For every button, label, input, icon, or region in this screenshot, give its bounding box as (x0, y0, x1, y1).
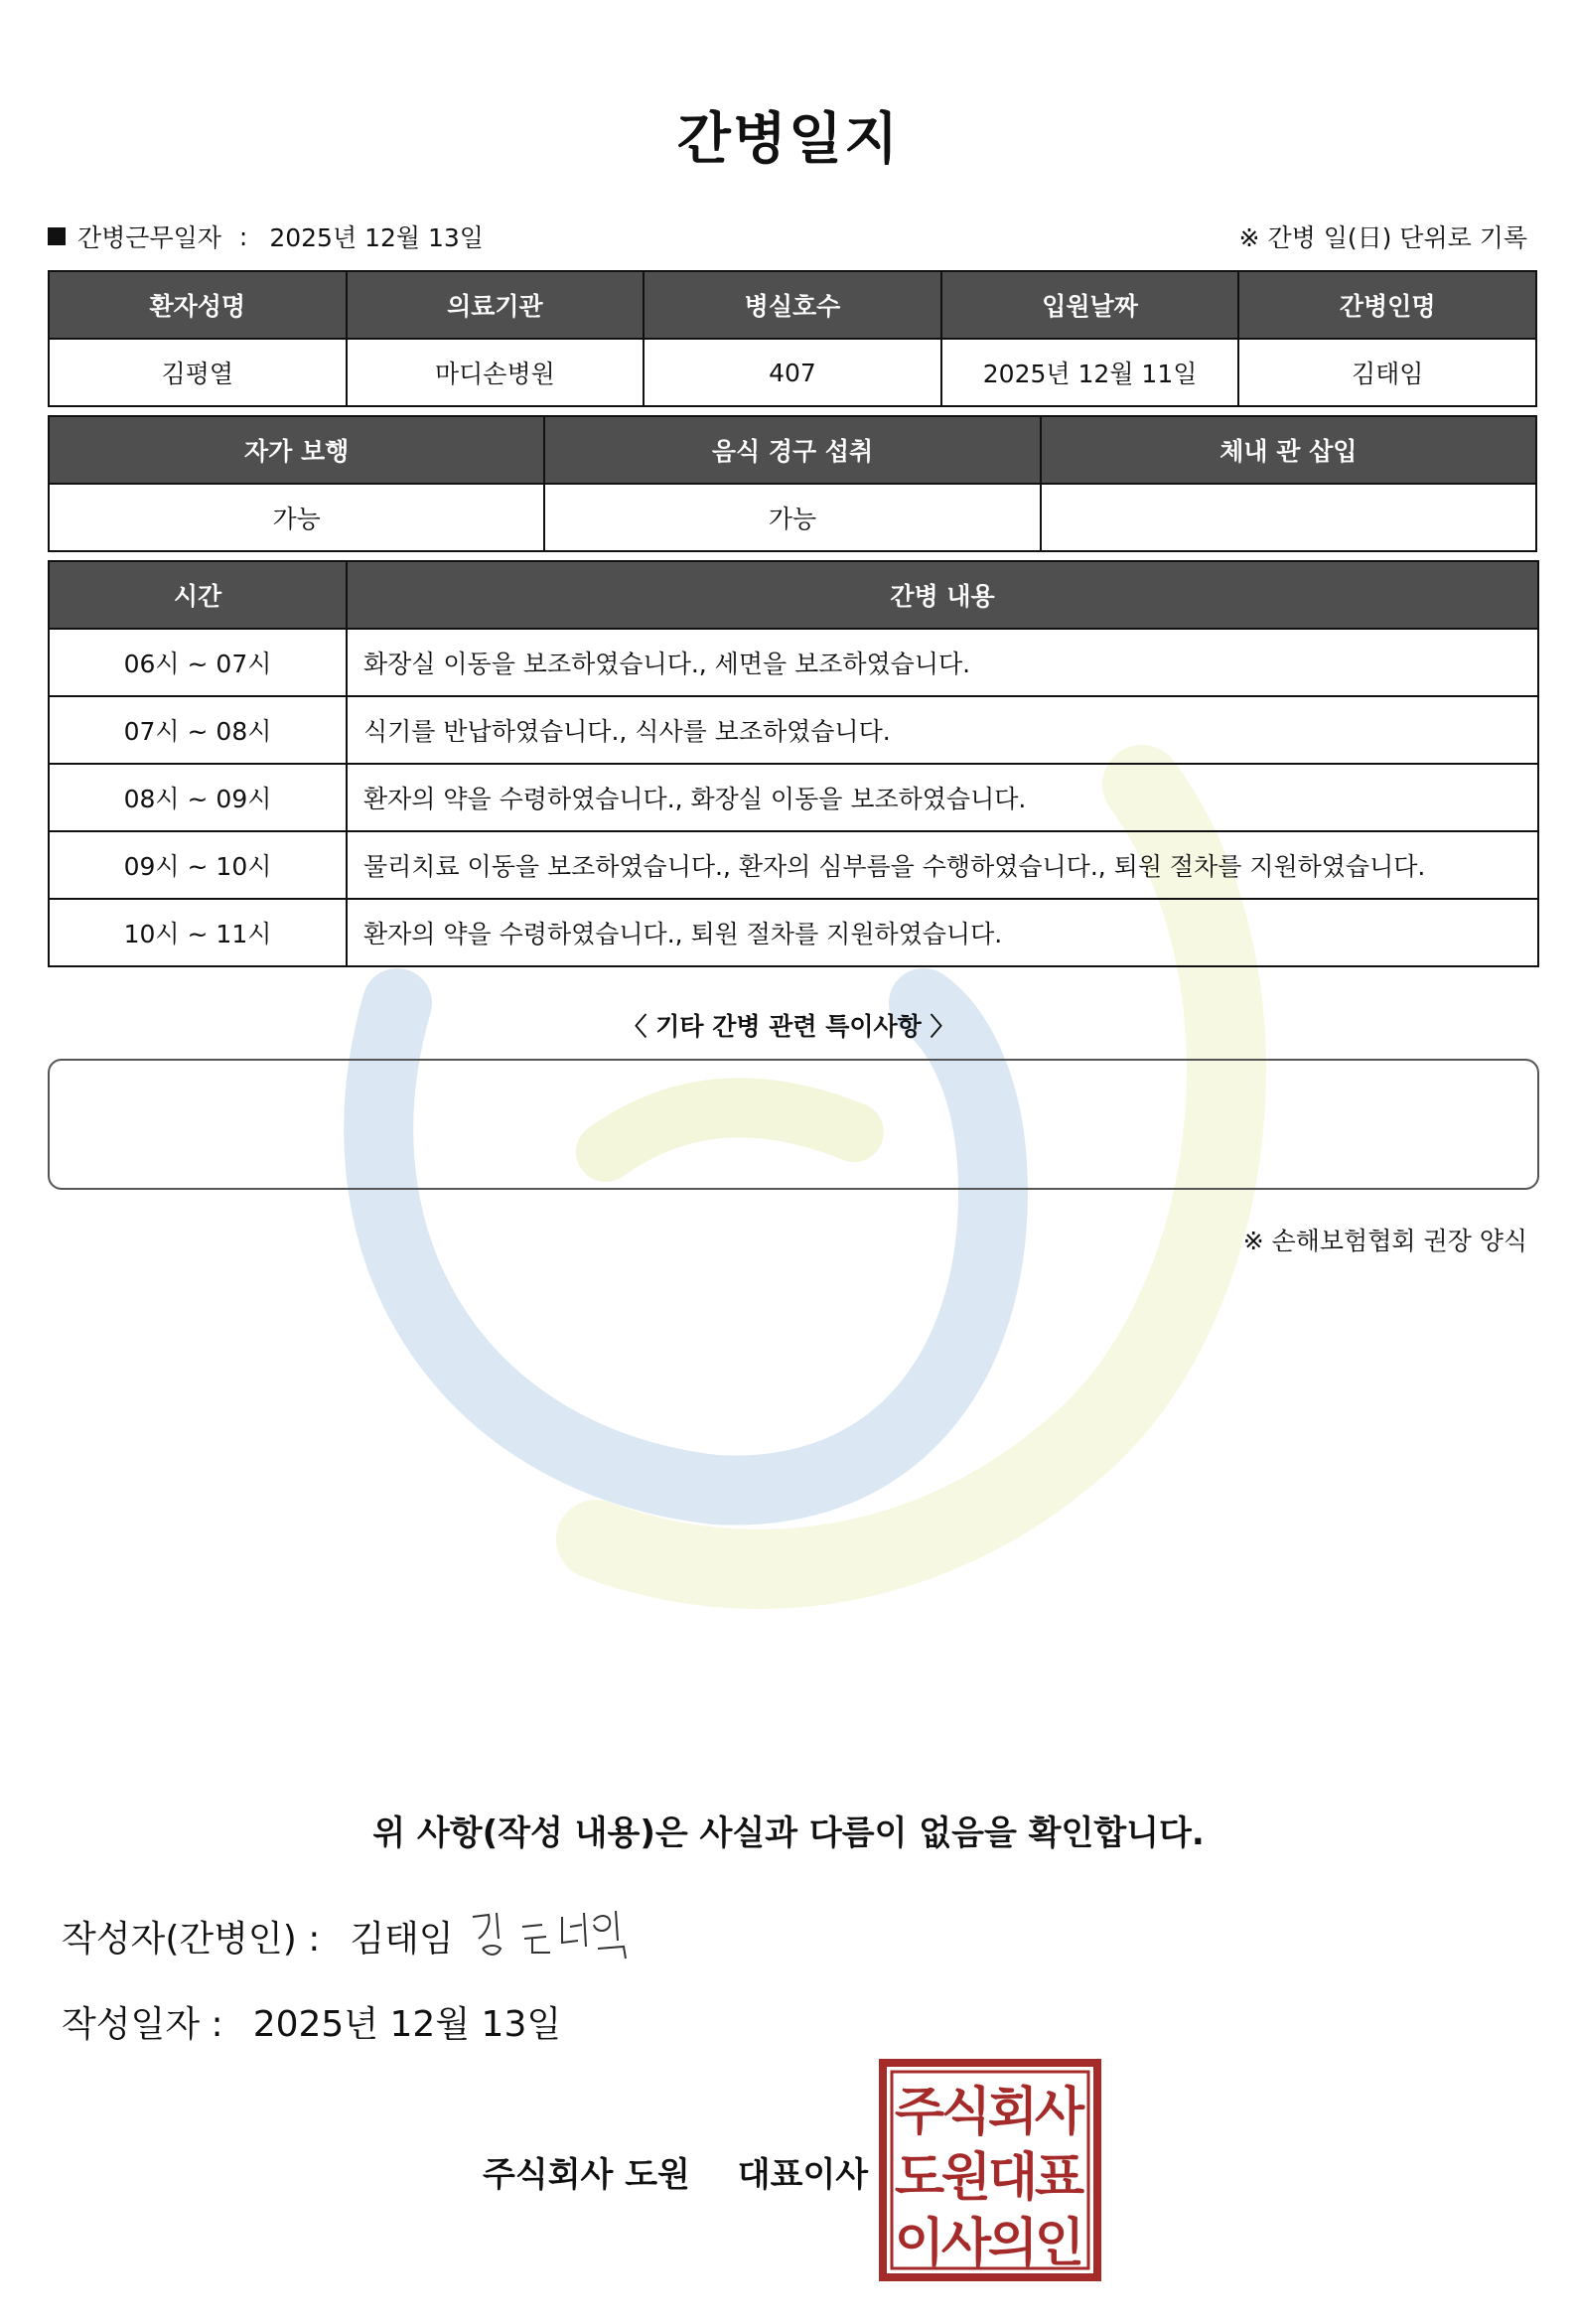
admission-date: 2025년 12월 11일 (941, 339, 1239, 406)
seal-character: 이 (894, 2214, 945, 2273)
patient-name: 김평열 (49, 339, 347, 406)
seal-character: 주 (894, 2083, 945, 2142)
hospital-name: 마디손병원 (347, 339, 645, 406)
table-row (49, 899, 1538, 966)
table-row (49, 484, 1536, 551)
company-seal (878, 2058, 1102, 2282)
header-oral-intake: 음식 경구 섭취 (544, 416, 1040, 484)
seal-character: 인 (1034, 2214, 1085, 2273)
seal-character: 사 (1034, 2083, 1085, 2142)
log-content: 물리치료 이동을 보조하였습니다., 환자의 심부름을 수행하였습니다., 퇴원 절차를 지원하였습니다. (347, 831, 1538, 899)
work-date-value: 2025년 12월 13일 (269, 223, 484, 252)
log-time: 10시 ~ 11시 (49, 899, 347, 966)
caregiver-name: 김태임 (1238, 339, 1536, 406)
company-line (483, 2147, 868, 2196)
log-time: 08시 ~ 09시 (49, 764, 347, 831)
form-note: ※ 손해보험협회 권장 양식 (1242, 1227, 1527, 1255)
written-date-value: 2025년 12월 13일 (252, 2004, 562, 2045)
document-title: 간병일지 (676, 107, 901, 172)
patient-info-table (48, 270, 1537, 407)
table-row (49, 339, 1536, 406)
table-row (49, 696, 1538, 764)
seal-character: 식 (940, 2083, 992, 2142)
writer-label: 작성자(간병인) : (62, 1919, 321, 1960)
header-self-walking: 자가 보행 (49, 416, 544, 484)
seal-character: 표 (1034, 2148, 1085, 2208)
table-row (49, 831, 1538, 899)
self-walking-value: 가능 (49, 484, 544, 551)
unit-note: ※ 간병 일(日) 단위로 기록 (1238, 223, 1527, 252)
table-header-row (49, 271, 1536, 339)
header-tube-insertion: 체내 관 삽입 (1041, 416, 1536, 484)
square-bullet-icon (48, 227, 66, 245)
table-row (49, 764, 1538, 831)
seal-character: 원 (940, 2148, 992, 2208)
seal-character: 도 (894, 2148, 945, 2208)
log-time: 06시 ~ 07시 (49, 629, 347, 696)
tube-insertion-value (1041, 484, 1536, 551)
work-date-label: 간병근무일자 (77, 223, 221, 252)
log-time: 07시 ~ 08시 (49, 696, 347, 764)
care-log-table (48, 560, 1539, 967)
header-hospital: 의료기관 (347, 271, 645, 339)
room-number: 407 (644, 339, 941, 406)
table-header-row (49, 561, 1538, 629)
log-time: 09시 ~ 10시 (49, 831, 347, 899)
writer-name: 김태임 (350, 1919, 454, 1960)
company-representative: 대표이사 (737, 2155, 869, 2195)
table-row (49, 629, 1538, 696)
work-date-separator: : (238, 221, 248, 251)
oral-intake-value: 가능 (544, 484, 1040, 551)
log-content: 환자의 약을 수령하였습니다., 화장실 이동을 보조하였습니다. (347, 764, 1538, 831)
written-date-line (62, 1996, 561, 2047)
seal-character: 회 (987, 2083, 1039, 2142)
confirmation-statement: 위 사항(작성 내용)은 사실과 다름이 없음을 확인합니다. (372, 1814, 1205, 1853)
header-caregiver-name: 간병인명 (1238, 271, 1536, 339)
header-care-content: 간병 내용 (347, 561, 1538, 629)
remarks-heading: 〈 기타 간병 관련 특이사항 〉 (622, 1012, 955, 1041)
written-date-label: 작성일자 : (62, 2004, 223, 2045)
header-patient-name: 환자성명 (49, 271, 347, 339)
header-room-number: 병실호수 (644, 271, 941, 339)
log-content: 환자의 약을 수령하였습니다., 퇴원 절차를 지원하였습니다. (347, 899, 1538, 966)
patient-status-table (48, 415, 1537, 552)
header-time: 시간 (49, 561, 347, 629)
writer-line (62, 1911, 454, 1961)
log-content: 식기를 반납하였습니다., 식사를 보조하였습니다. (347, 696, 1538, 764)
seal-character: 대 (987, 2148, 1039, 2208)
header-admission-date: 입원날짜 (941, 271, 1239, 339)
seal-character: 사 (940, 2214, 992, 2273)
table-header-row (49, 416, 1536, 484)
work-date (48, 218, 484, 254)
remarks-box (48, 1059, 1539, 1190)
handwritten-signature (467, 1899, 645, 1968)
company-name: 주식회사 도원 (483, 2155, 690, 2195)
log-content: 화장실 이동을 보조하였습니다., 세면을 보조하였습니다. (347, 629, 1538, 696)
seal-character: 의 (987, 2214, 1039, 2273)
